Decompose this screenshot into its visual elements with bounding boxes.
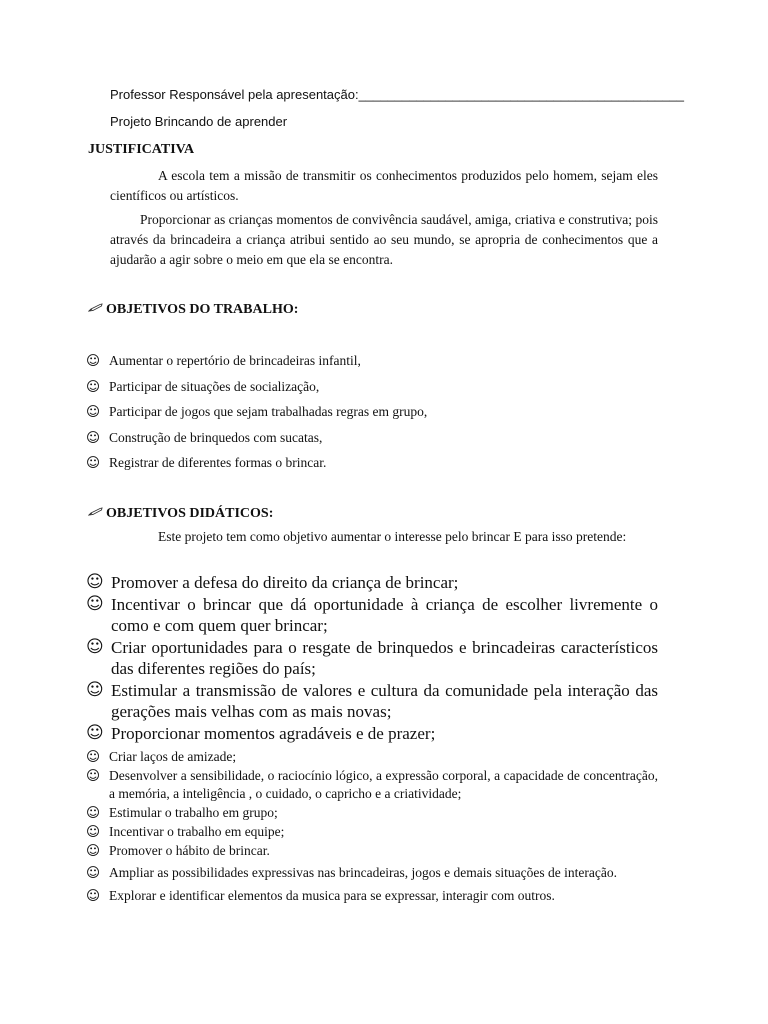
- list-item-text: Participar de situações de socialização,: [109, 378, 320, 394]
- smiley-icon: ☺: [86, 455, 101, 471]
- justificativa-paragraph-1: A escola tem a missão de transmitir os conhecimentos produzidos pelo homem, sejam eles científicos ou artísticos.: [110, 168, 658, 203]
- list-item: [86, 767, 658, 803]
- smiley-icon: ☺: [86, 679, 104, 700]
- smiley-icon: ☺: [86, 429, 101, 446]
- list-item: [86, 887, 658, 905]
- list-item-text: Construção de brinquedos com sucatas,: [109, 429, 323, 445]
- list-item-text: Criar laços de amizade;: [109, 749, 237, 764]
- justificativa-heading: JUSTIFICATIVA: [88, 142, 195, 157]
- list-item-text: Estimular o trabalho em grupo;: [109, 805, 278, 820]
- objetivos-didaticos-intro: Este projeto tem como objetivo aumentar o interesse pelo brincar E para isso pretende:: [158, 529, 627, 544]
- pen-nib-icon: [88, 303, 103, 312]
- objetivos-didaticos-large-list: [86, 572, 658, 744]
- list-item-text: Desenvolver a sensibilidade, o raciocínio lógico, a expressão corporal, a capacidade de concentração, a memória, a inteligência , o cuidado, o capricho e a criatividade;: [109, 768, 658, 801]
- professor-line: Professor Responsável pela apresentação:_____________________________________________: [110, 87, 684, 102]
- objetivos-trabalho-title: OBJETIVOS DO TRABALHO:: [106, 302, 299, 317]
- smiley-icon: ☺: [86, 404, 101, 420]
- list-item: [86, 823, 658, 841]
- list-item: [86, 427, 658, 453]
- list-item-text: Participar de jogos que sejam trabalhadas regras em grupo,: [109, 404, 428, 419]
- smiley-icon: ☺: [86, 378, 101, 395]
- list-item: [86, 723, 658, 745]
- objetivos-trabalho-list: [86, 350, 658, 478]
- smiley-icon: ☺: [86, 572, 104, 592]
- justificativa-paragraph-2: Proporcionar as crianças momentos de convivência saudável, amiga, criativa e construtiva; pois através da brincadeira a criança atribui sentido ao seu mundo, se apropria de conhecimentos que a ajudarão a agir sobre o meio em que ela se encontra.: [110, 212, 658, 267]
- list-item-text: Ampliar as possibilidades expressivas nas brincadeiras, jogos e demais situações de interação.: [109, 865, 617, 880]
- objetivos-didaticos-heading: [88, 506, 273, 522]
- pen-nib-icon: [88, 507, 103, 516]
- list-item-text: Explorar e identificar elementos da musica para se expressar, interagir com outros.: [109, 888, 555, 903]
- list-item: [86, 864, 658, 882]
- smiley-icon: ☺: [86, 768, 101, 784]
- smiley-icon: ☺: [86, 636, 104, 657]
- list-item-text: Incentivar o brincar que dá oportunidade à criança de escolher livremente o como e com quem quer brincar;: [111, 594, 658, 635]
- list-item: [86, 350, 658, 376]
- smiley-icon: ☺: [86, 353, 101, 369]
- project-title: Projeto Brincando de aprender: [110, 114, 288, 129]
- smiley-icon: ☺: [86, 722, 104, 743]
- smiley-icon: ☺: [86, 888, 101, 904]
- list-item: [86, 452, 658, 478]
- smiley-icon: ☺: [86, 824, 101, 840]
- objetivos-didaticos-title: OBJETIVOS DIDÁTICOS:: [106, 506, 274, 521]
- list-item: [86, 680, 658, 723]
- list-item: [86, 842, 658, 860]
- smiley-icon: ☺: [86, 593, 104, 614]
- list-item-text: Promover o hábito de brincar.: [109, 843, 270, 858]
- smiley-icon: ☺: [86, 805, 101, 821]
- list-item: [86, 748, 658, 766]
- list-item: [86, 572, 658, 594]
- list-item-text: Criar oportunidades para o resgate de brinquedos e brincadeiras característicos das diferentes regiões do país;: [111, 637, 658, 678]
- list-item: [86, 594, 658, 637]
- list-item-text: Promover a defesa do direito da criança de brincar;: [111, 573, 459, 592]
- list-item: [86, 401, 658, 427]
- list-item: [86, 804, 658, 822]
- list-item: [86, 376, 658, 402]
- list-item: [86, 637, 658, 680]
- smiley-icon: ☺: [86, 749, 101, 765]
- list-item-text: Aumentar o repertório de brincadeiras infantil,: [109, 353, 361, 368]
- objetivos-trabalho-heading: [88, 302, 298, 318]
- list-item-text: Estimular a transmissão de valores e cultura da comunidade pela interação das gerações mais velhas com as mais novas;: [111, 680, 658, 721]
- smiley-icon: ☺: [86, 865, 101, 881]
- objetivos-didaticos-small-list: [86, 748, 658, 906]
- list-item-text: Registrar de diferentes formas o brincar.: [109, 455, 327, 470]
- list-item-text: Incentivar o trabalho em equipe;: [109, 824, 285, 839]
- list-item-text: Proporcionar momentos agradáveis e de prazer;: [111, 723, 436, 743]
- smiley-icon: ☺: [86, 843, 101, 859]
